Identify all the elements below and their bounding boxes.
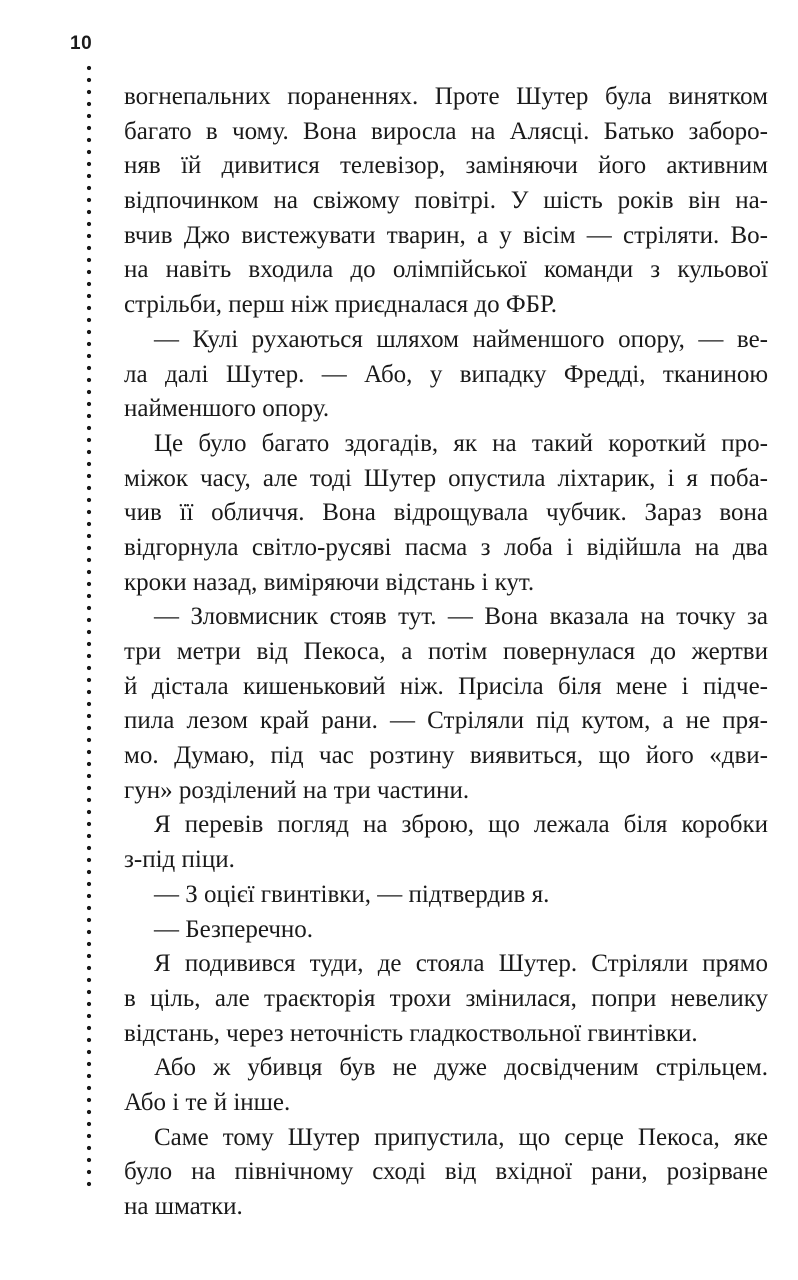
text-line: стрільби, перш ніж приєдналася до ФБР. <box>124 291 557 319</box>
text-line: в ціль, але траєкторія трохи змінилася, попри невелику <box>124 984 768 1012</box>
text-line: чив її обличчя. Вона відрощувала чубчик. Зараз вона <box>124 499 768 527</box>
text-line: було на північному сході від вхідної рани, розірване <box>124 1158 768 1186</box>
text-line: Я подивився туди, де стояла Шутер. Стріляли прямо <box>154 950 768 978</box>
text-line: найменшого опору. <box>124 395 330 423</box>
text-line: — З оцієї гвинтівки, — підтвердив я. <box>154 880 550 908</box>
text-line: ла далі Шутер. — Або, у випадку Фредді, тканиною <box>124 360 768 388</box>
text-line: на шматки. <box>124 1193 243 1220</box>
dotted-margin-rule <box>85 62 93 1192</box>
text-line: міжок часу, але тоді Шутер опустила ліхтарик, і я поба- <box>124 464 768 492</box>
text-line: няв їй дивитися телевізор, заміняючи його активним <box>124 152 768 180</box>
text-line: Я перевів погляд на зброю, що лежала біля коробки <box>154 811 768 839</box>
text-line: відгорнула світло-русяві пасма з лоба і відійшла на два <box>124 533 768 561</box>
text-line: Або і те й інше. <box>124 1088 291 1116</box>
text-line: кроки назад, виміряючи відстань і кут. <box>124 568 535 596</box>
text-line: й дістала кишеньковий ніж. Присіла біля мене і підче- <box>124 672 768 700</box>
text-line: — Кулі рухаються шляхом найменшого опору, — ве- <box>154 325 768 353</box>
body-text <box>124 80 768 1225</box>
text-line: на навіть входила до олімпійської команди з кульової <box>124 256 768 284</box>
text-line: відстань, через неточність гладкоствольної гвинтівки. <box>124 1019 698 1047</box>
text-line: пила лезом край рани. — Стріляли під кутом, а не пря- <box>124 707 768 735</box>
text-line: вчив Джо вистежувати тварин, а у вісім — стріляти. Во- <box>124 221 768 249</box>
text-line: гун» розділений на три частини. <box>124 776 470 804</box>
text-line: мо. Думаю, під час розтину виявиться, що його «дви- <box>124 742 768 770</box>
text-line: багато в чому. Вона виросла на Алясці. Батько заборо- <box>124 117 768 145</box>
text-line: Це було багато здогадів, як на такий короткий про- <box>154 429 768 457</box>
text-line: з-під піци. <box>124 846 235 874</box>
text-line: — Зловмисник стояв тут. — Вона вказала на точку за <box>154 603 768 631</box>
text-line: — Безперечно. <box>154 915 314 943</box>
text-line: Або ж убивця був не дуже досвідченим стрільцем. <box>154 1054 768 1082</box>
page-number: 10 <box>70 33 93 54</box>
text-line: три метри від Пекоса, а потім повернулася до жертви <box>124 638 768 665</box>
text-line: вогнепальних пораненнях. Проте Шутер була винятком <box>124 83 768 110</box>
text-line: відпочинком на свіжому повітрі. У шість років він на- <box>124 187 768 215</box>
text-line: Саме тому Шутер припустила, що серце Пекоса, яке <box>154 1123 768 1151</box>
